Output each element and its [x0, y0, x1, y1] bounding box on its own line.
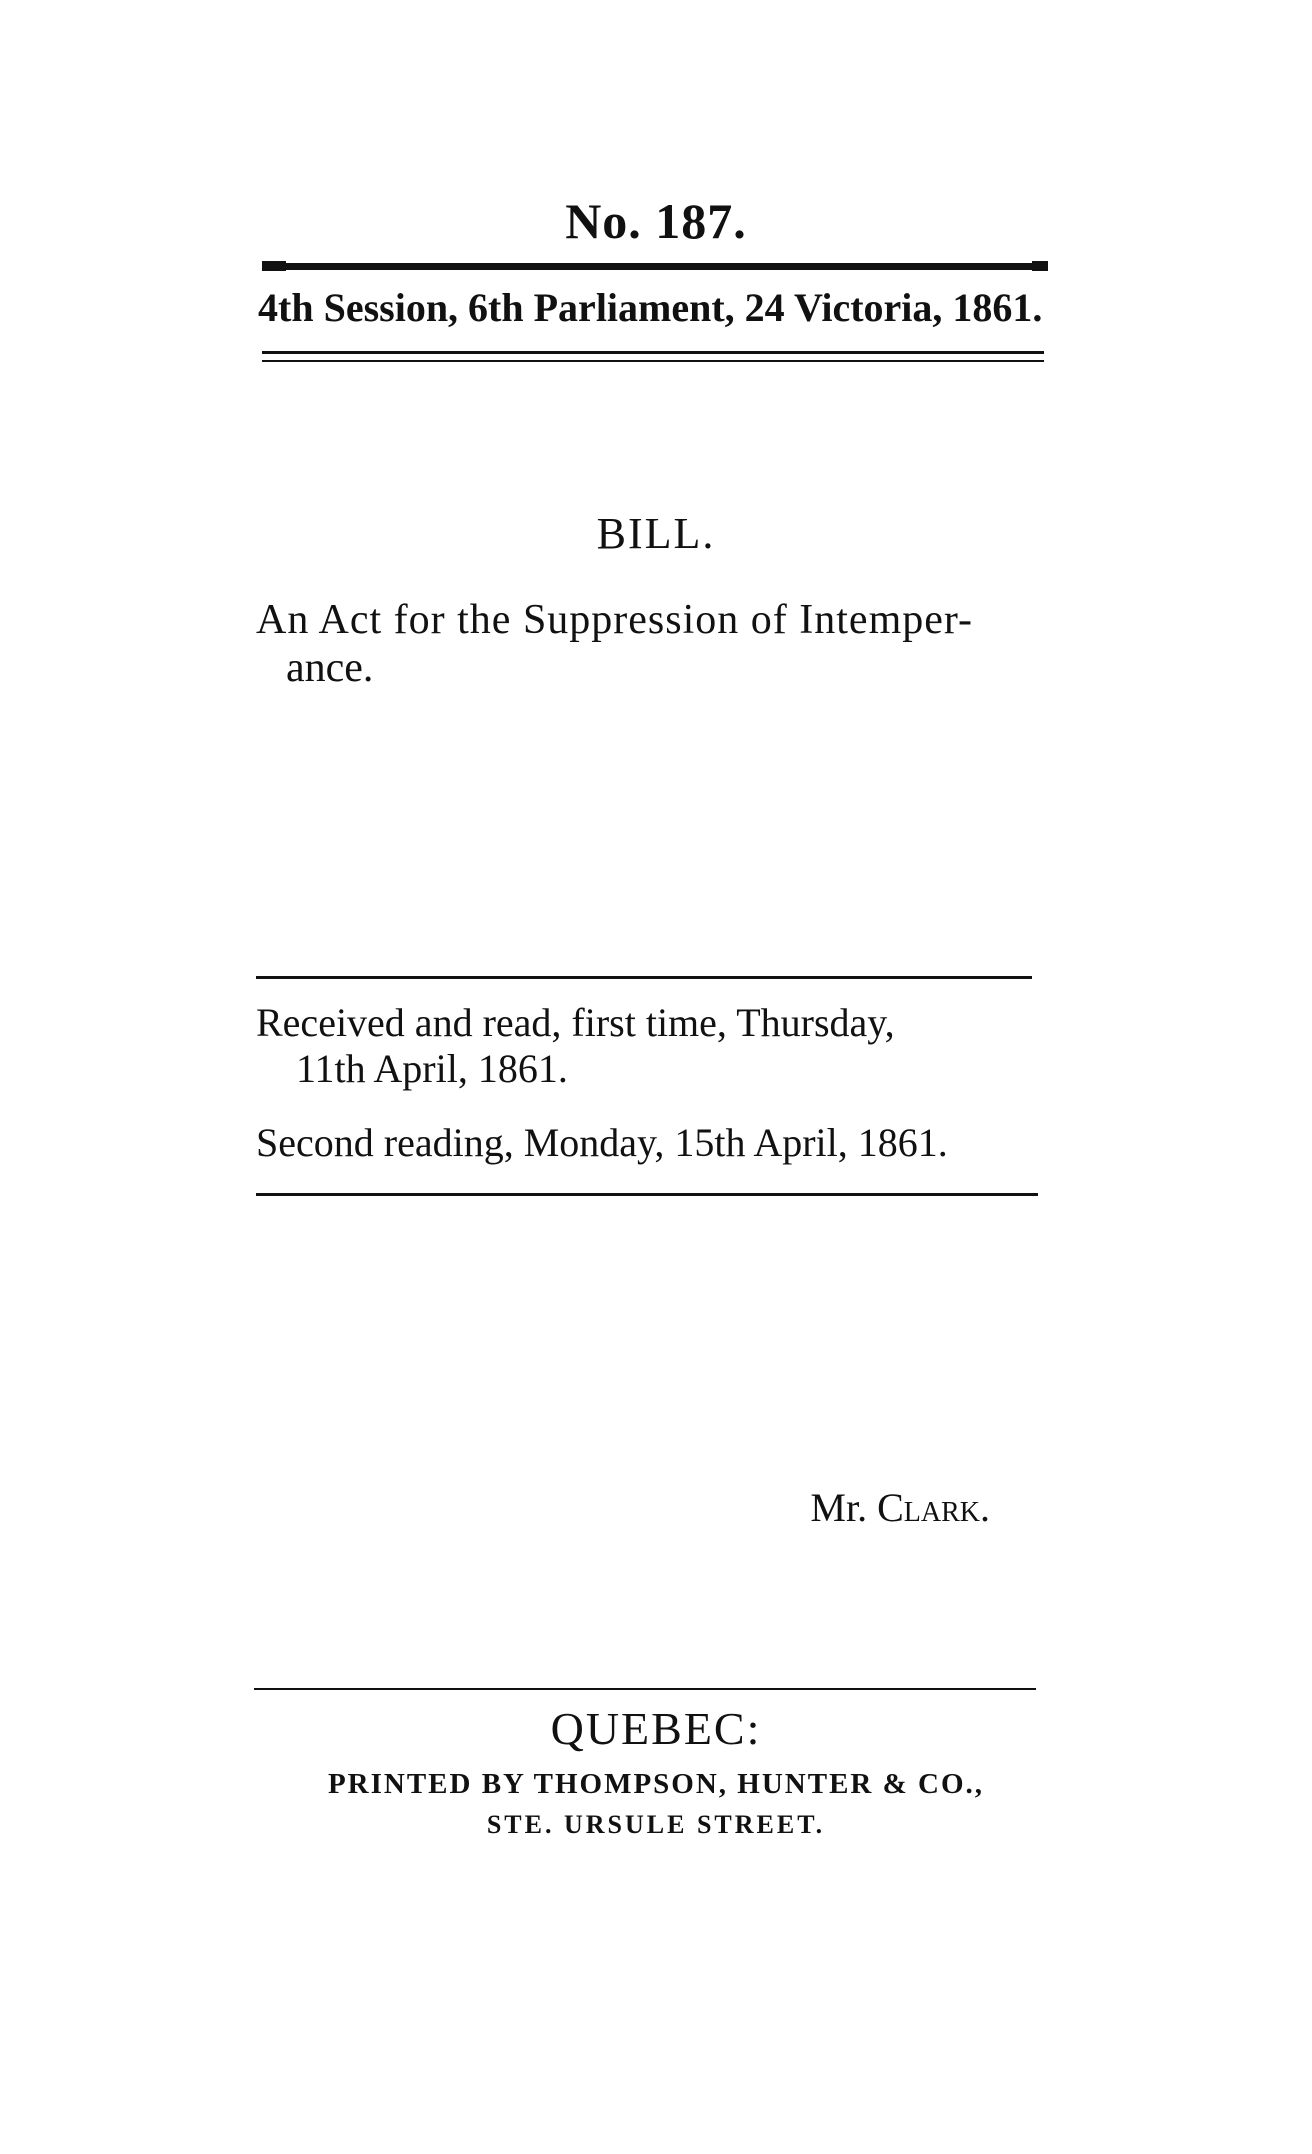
imprint-street: STE. URSULE STREET. — [486, 1810, 826, 1839]
sponsor-prefix: Mr. — [810, 1485, 868, 1530]
bill-title — [256, 596, 1056, 692]
imprint-rule — [254, 1688, 1036, 1690]
first-reading-line-2: 11th April, 1861. — [296, 1046, 568, 1091]
lower-rule — [256, 1193, 1038, 1196]
imprint-printer: PRINTED BY THOMPSON, HUNTER & CO., — [327, 1768, 985, 1800]
first-reading — [256, 1000, 1056, 1092]
second-reading: Second reading, Monday, 15th April, 1861. — [256, 1120, 948, 1165]
first-reading-line-1: Received and read, first time, Thursday, — [256, 1000, 895, 1045]
imprint-city: QUEBEC: — [550, 1703, 762, 1754]
bill-number: No. 187. — [565, 193, 747, 249]
sponsor-name: Clark. — [877, 1485, 990, 1530]
bill-title-line-1: An Act for the Suppression of Intemper- — [256, 597, 974, 643]
double-rule-lower — [262, 360, 1044, 362]
middle-rule — [256, 976, 1032, 979]
double-rule-upper — [262, 351, 1044, 354]
top-heavy-rule — [262, 263, 1044, 270]
bill-title-line-2: ance. — [286, 645, 374, 691]
sponsor — [0, 1484, 990, 1531]
bill-heading: BILL. — [596, 509, 716, 558]
session-line: 4th Session, 6th Parliament, 24 Victoria, 1861. — [258, 285, 1043, 330]
